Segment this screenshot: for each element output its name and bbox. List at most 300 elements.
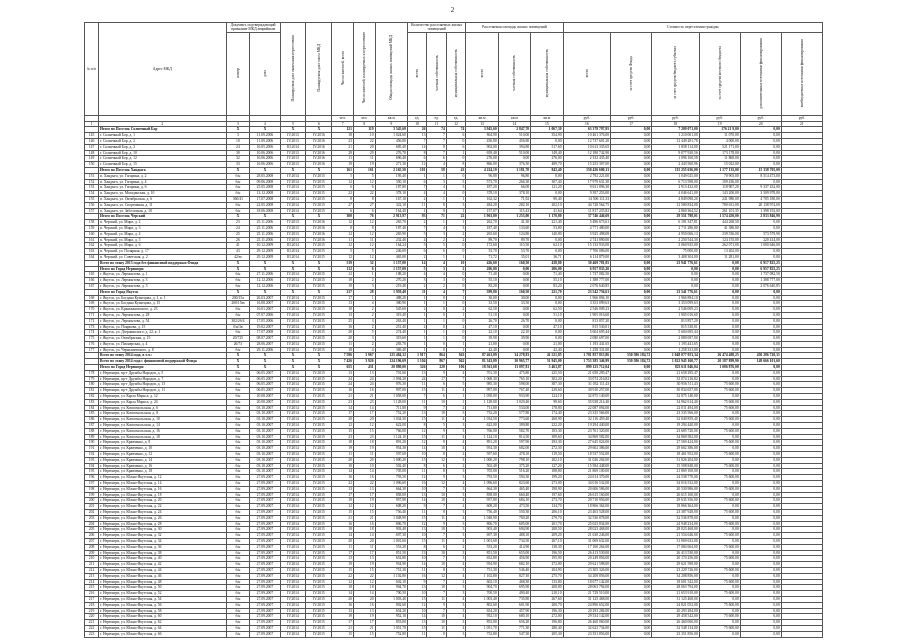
table-cell: 13 xyxy=(332,301,354,307)
table-cell: 16 xyxy=(332,324,354,330)
table-cell: 205,30 xyxy=(531,631,563,637)
table-cell: 03.10.2007 xyxy=(250,405,280,411)
table-cell: 178,80 xyxy=(531,405,563,411)
table-cell: 115,43 xyxy=(498,208,530,214)
table-cell: г. Якутск, ул. Чернышевского, д. 8 xyxy=(99,347,226,353)
table-cell: 168 xyxy=(85,295,99,301)
table-cell: п. Хандыга, ул. Гагарина, д. 6 xyxy=(99,185,226,191)
table-cell: IV.2015 xyxy=(306,614,332,620)
table-cell: IV.2015 xyxy=(306,492,332,498)
table-cell: 378,10 xyxy=(498,191,530,197)
table-cell: 1 003,40 xyxy=(466,596,498,602)
table-cell: 71 xyxy=(427,214,446,220)
table-cell: IV.2015 xyxy=(306,591,332,597)
table-cell: г. Нерюнгри, ул. Кравченко, д. 18 xyxy=(99,469,226,475)
table-cell: 196 xyxy=(85,475,99,481)
table-cell: 0,00 xyxy=(740,440,781,446)
table-cell: 163 xyxy=(85,249,99,255)
table-cell: 24 538 770,00 xyxy=(652,475,700,481)
table-cell: 197 xyxy=(85,481,99,487)
table-cell: IV.2015 xyxy=(306,533,332,539)
table-cell: 0,00 xyxy=(611,150,652,156)
table-cell: 12 xyxy=(332,579,354,585)
table-cell: 03.10.2007 xyxy=(250,423,280,429)
table-cell: 25.05.2008 xyxy=(250,185,280,191)
table-cell: 3 xyxy=(427,231,446,237)
table-cell: 465,00 xyxy=(375,254,407,260)
table-cell: 11 xyxy=(407,289,426,295)
table-cell: 815 530,01 xyxy=(563,324,611,330)
table-cell: 4 xyxy=(446,388,465,394)
table-cell: 0,00 xyxy=(740,330,781,336)
table-cell: 2 741 890,00 xyxy=(563,237,611,243)
table-cell: 9 631 896,30 xyxy=(563,185,611,191)
table-cell: 24 xyxy=(332,382,354,388)
table-cell: 66,00 xyxy=(498,185,530,191)
table-cell: 51 945,00 xyxy=(531,359,563,365)
table-cell: 0,00 xyxy=(531,139,563,145)
table-cell: 11 xyxy=(427,434,446,440)
table-cell: IV.2014 xyxy=(280,562,306,568)
table-cell: 3 xyxy=(446,202,465,208)
table-cell: 1 124,10 xyxy=(375,434,407,440)
table-cell: 533,00 xyxy=(498,405,530,411)
table-cell: 271,30 xyxy=(375,162,407,168)
table-cell: 21 554 646,00 xyxy=(652,533,700,539)
table-cell: 110,50 xyxy=(498,243,530,249)
table-cell: 309,60 xyxy=(531,434,563,440)
table-cell: 11 xyxy=(332,156,354,162)
table-cell: 201,70 xyxy=(531,521,563,527)
table-cell: IV.2015 xyxy=(306,301,332,307)
table-cell: 03.10.2007 xyxy=(250,411,280,417)
table-cell: 3 xyxy=(226,133,250,139)
table-cell: 1 xyxy=(446,150,465,156)
table-cell: 1 258 331,00 xyxy=(652,347,700,353)
table-cell: 11 xyxy=(427,417,446,423)
table-cell: 6 181 347,81 xyxy=(652,220,700,226)
table-cell: 652,80 xyxy=(375,556,407,562)
table-cell: 23 305 326,00 xyxy=(563,567,611,573)
table-cell: 20.08.2007 xyxy=(250,399,280,405)
table-cell: 6 957 835,20 xyxy=(563,266,611,272)
table-cell: п. Хандыга, ул. Магаданская, д. 10 xyxy=(99,191,226,197)
table-cell: 502,40 xyxy=(466,463,498,469)
table-cell: 394,80 xyxy=(498,144,530,150)
table-cell: 161 xyxy=(85,237,99,243)
table-cell: IV.2014 xyxy=(280,591,306,597)
table-cell: 1 xyxy=(446,254,465,260)
table-cell: 20 xyxy=(353,596,375,602)
table-cell: IV.2014 xyxy=(280,202,306,208)
header-cost-extra: дополнительные источники финансирования xyxy=(740,32,781,115)
table-cell: 2 xyxy=(446,405,465,411)
header-area-municipal: муниципальная собственность xyxy=(531,32,563,115)
table-cell: 112 xyxy=(332,266,354,272)
column-number: 4 xyxy=(250,121,280,127)
table-cell: 71,92 xyxy=(498,196,530,202)
table-cell: 26 615 160,00 xyxy=(652,492,700,498)
table-cell: 23 463 528,00 xyxy=(563,510,611,516)
table-cell: IV.2014 xyxy=(280,527,306,533)
table-cell: 954,90 xyxy=(375,562,407,568)
table-cell: 8 xyxy=(332,196,354,202)
table-cell: 41,64 xyxy=(531,208,563,214)
table-cell: 251,40 xyxy=(375,324,407,330)
table-cell: 3 xyxy=(353,283,375,289)
table-cell: 221 xyxy=(85,620,99,626)
table-cell: 22 087 094,00 xyxy=(563,405,611,411)
table-cell: 167 xyxy=(85,283,99,289)
table-cell: IV.2015 xyxy=(306,202,332,208)
table-cell: 0,00 xyxy=(611,411,652,417)
table-cell: 124 155,00 xyxy=(699,237,740,243)
table-cell: IV.2014 xyxy=(280,504,306,510)
unit-cell: ед. xyxy=(446,115,465,121)
table-cell: 16 xyxy=(332,602,354,608)
table-cell: б/н xyxy=(226,475,250,481)
table-cell: 27 645 024,00 xyxy=(563,440,611,446)
table-cell: 24 xyxy=(226,144,250,150)
table-cell: 1 096 160,58 xyxy=(652,156,700,162)
table-cell: 71,72 xyxy=(466,254,498,260)
table-cell: 26 413 530,00 xyxy=(563,550,611,556)
unit-cell: руб. xyxy=(699,115,740,121)
table-cell: 13 xyxy=(407,585,426,591)
table-cell: 187,80 xyxy=(375,185,407,191)
table-cell: 18 xyxy=(353,585,375,591)
table-cell: 18 xyxy=(332,278,354,284)
table-cell: 1 xyxy=(407,312,426,318)
table-cell: 11 xyxy=(407,382,426,388)
table-cell: 90,40 xyxy=(531,196,563,202)
table-cell: 0 xyxy=(446,278,465,284)
table-cell: 196,50 xyxy=(531,550,563,556)
table-cell: 734,50 xyxy=(498,538,530,544)
table-cell: 4 xyxy=(446,498,465,504)
table-cell: IV.2014 xyxy=(280,301,306,307)
table-cell: 195,40 xyxy=(375,173,407,179)
table-cell: 188,80 xyxy=(531,469,563,475)
table-cell: 1 xyxy=(446,295,465,301)
table-cell: 0,00 xyxy=(740,602,781,608)
table-cell: 0,00 xyxy=(611,452,652,458)
table-cell: IV.2016 xyxy=(306,225,332,231)
table-cell: б/н xyxy=(226,533,250,539)
table-cell: 0,00 xyxy=(611,202,652,208)
table-cell: IV.2013 xyxy=(280,133,306,139)
table-cell: 0 xyxy=(446,249,465,255)
table-cell: IV.2015 xyxy=(306,411,332,417)
table-cell: 275,70 xyxy=(531,573,563,579)
table-cell: III.2014 xyxy=(280,243,306,249)
table-cell: 15 xyxy=(407,515,426,521)
table-cell: 0,00 xyxy=(699,504,740,510)
table-cell: 0,00 xyxy=(740,370,781,376)
table-cell: 32 536 878,00 xyxy=(652,515,700,521)
table-cell: г. Нерюнгри, ул. Южно-Якутская, д. 42 xyxy=(99,562,226,568)
table-cell: 4 224,10 xyxy=(466,167,498,173)
table-cell: 0,00 xyxy=(611,446,652,452)
table-cell: 8 xyxy=(407,423,426,429)
table-cell: 0,00 xyxy=(611,562,652,568)
table-cell: 239 536,00 xyxy=(699,231,740,237)
table-cell: IV.2016 xyxy=(306,139,332,145)
table-cell: 773,60 xyxy=(498,417,530,423)
table-cell: 780 631,00 xyxy=(699,202,740,208)
table-cell xyxy=(781,631,822,637)
table-cell: г. Нерюнгри, ул. Комсомольская, д. 10 xyxy=(99,417,226,423)
column-number: 19 xyxy=(699,121,740,127)
table-cell: 4 xyxy=(446,417,465,423)
table-cell: 2 913,97 xyxy=(375,214,407,220)
table-cell: 5 604 695,44 xyxy=(563,330,611,336)
table-cell: 31 069 632,00 xyxy=(652,538,700,544)
table-cell: 20 606 586,00 xyxy=(563,486,611,492)
table-cell: 75 600,00 xyxy=(699,452,740,458)
table-cell: г. Якутск, ул. Лермонтова, д. 28 xyxy=(99,312,226,318)
table-cell: 0,00 xyxy=(611,179,652,185)
table-cell: 125 484,32 xyxy=(375,353,407,359)
table-cell: 0,00 xyxy=(740,562,781,568)
table-cell: 12 xyxy=(332,504,354,510)
table-cell: 20 xyxy=(353,538,375,544)
table-cell: 1 574 450,00 xyxy=(699,214,740,220)
table-cell: 15 xyxy=(332,567,354,573)
table-cell: г. Нерюнгри, ул. Южно-Якутская, д. 38 xyxy=(99,550,226,556)
table-cell: 2 xyxy=(446,324,465,330)
table-cell: 08.07.2007 xyxy=(250,336,280,342)
table-cell: 26,70 xyxy=(498,318,530,324)
table-cell: 0,00 xyxy=(611,544,652,550)
table-cell: 12 xyxy=(332,243,354,249)
table-cell: X xyxy=(226,365,250,371)
table-cell: 2 xyxy=(407,220,426,226)
table-cell: 36,71 xyxy=(531,254,563,260)
table-cell: 2 165,50 xyxy=(375,167,407,173)
column-number: 2 xyxy=(99,121,226,127)
table-cell: 32 xyxy=(353,260,375,266)
table-cell: 127,20 xyxy=(531,463,563,469)
table-cell: IV.2014 xyxy=(280,405,306,411)
table-cell: 0,00 xyxy=(498,272,530,278)
table-cell: IV.2014 xyxy=(280,521,306,527)
table-cell: 207 xyxy=(85,538,99,544)
table-cell: 22 xyxy=(353,191,375,197)
table-cell: 0,00 xyxy=(611,318,652,324)
header-doc-number: номер xyxy=(226,32,250,115)
table-cell: 24 xyxy=(407,376,426,382)
table-cell: 2 076 640,85 xyxy=(740,283,781,289)
table-cell: 7 xyxy=(427,504,446,510)
table-cell: 0,00 xyxy=(611,504,652,510)
table-cell: 28 063 794,00 xyxy=(652,585,700,591)
table-cell: б/н xyxy=(226,463,250,469)
table-cell: X xyxy=(250,260,280,266)
table-row xyxy=(85,631,823,637)
table-cell: 276,00 xyxy=(466,156,498,162)
table-cell: 27.09.2007 xyxy=(250,579,280,585)
table-cell: б/н xyxy=(226,388,250,394)
table-cell: 27.09.2007 xyxy=(250,556,280,562)
table-cell: X xyxy=(280,359,306,365)
table-cell: 10 461 376,00 xyxy=(563,133,611,139)
table-cell: 827,10 xyxy=(498,573,530,579)
table-cell: 0,00 xyxy=(740,533,781,539)
table-cell: 2 xyxy=(407,307,426,313)
table-cell: 75 600,00 xyxy=(699,428,740,434)
table-cell: 19 xyxy=(332,446,354,452)
table-cell: 954,30 xyxy=(466,446,498,452)
table-cell: г. Нерюнгри, ул. Комсомольская, д. 18 xyxy=(99,434,226,440)
table-cell: 24 xyxy=(353,376,375,382)
table-cell: IV.2014 xyxy=(280,370,306,376)
table-cell: 300 xyxy=(332,214,354,220)
table-cell: 173 178,00 xyxy=(699,150,740,156)
table-cell: 1 959,40 xyxy=(375,289,407,295)
table-cell: б/н xyxy=(226,399,250,405)
table-cell: б/н xyxy=(226,469,250,475)
table-cell: 29 710 956,00 xyxy=(563,498,611,504)
table-cell: 75 600,00 xyxy=(699,614,740,620)
table-cell: 0,00 xyxy=(611,254,652,260)
table-cell: IV.2016 xyxy=(306,231,332,237)
table-cell: 241 980,00 xyxy=(699,196,740,202)
table-cell: 0,00 xyxy=(611,133,652,139)
table-cell: 20 xyxy=(332,330,354,336)
table-cell: 695,90 xyxy=(498,585,530,591)
table-cell: п. Черский, ул. Мира, д. 3 xyxy=(99,225,226,231)
table-cell: 124,80 xyxy=(498,231,530,237)
table-cell: 0,00 xyxy=(699,573,740,579)
table-cell: 12 737 601,20 xyxy=(563,139,611,145)
table-cell: 10 xyxy=(407,452,426,458)
table-cell: X xyxy=(226,260,250,266)
table-cell: г. Нерюнгри, ул. Кравченко, д. 16 xyxy=(99,463,226,469)
table-cell: IV.2015 xyxy=(306,417,332,423)
table-cell: 27.09.2007 xyxy=(250,625,280,631)
table-cell: 17 xyxy=(332,295,354,301)
table-cell: IV.2015 xyxy=(306,469,332,475)
table-cell: 206,00 xyxy=(531,266,563,272)
table-cell: 3 945,60 xyxy=(466,127,498,133)
table-cell: 133,80 xyxy=(531,579,563,585)
table-cell: 0,00 xyxy=(740,463,781,469)
table-cell: 6 xyxy=(427,394,446,400)
table-cell: X xyxy=(280,365,306,371)
table-cell: 0,00 xyxy=(740,538,781,544)
table-cell: IV.2014 xyxy=(280,411,306,417)
header-cost-total: всего xyxy=(563,32,611,115)
table-cell: IV.2014 xyxy=(280,463,306,469)
table-cell: 0,00 xyxy=(699,324,740,330)
table-cell: 23 xyxy=(332,399,354,405)
table-cell: 0,00 xyxy=(611,608,652,614)
table-cell: 22.05.2008 xyxy=(250,202,280,208)
table-cell: 10 xyxy=(427,446,446,452)
table-cell: 25.11.2006 xyxy=(250,237,280,243)
table-cell: 864 xyxy=(427,353,446,359)
table-cell: 246,00 xyxy=(375,249,407,255)
table-cell: 1 737 082,50 xyxy=(740,272,781,278)
table-cell: 1 xyxy=(446,208,465,214)
table-cell: 13 097,81 xyxy=(498,365,530,371)
table-cell: 414,90 xyxy=(498,544,530,550)
table-cell: 1 258 331,00 xyxy=(563,347,611,353)
table-cell: 456,80 xyxy=(466,139,498,145)
table-cell: б/н xyxy=(226,376,250,382)
table-cell: 188,20 xyxy=(375,272,407,278)
table-cell: 5 604 695,44 xyxy=(652,330,700,336)
table-cell: 0,00 xyxy=(611,214,652,220)
table-cell: 375,20 xyxy=(498,463,530,469)
table-cell: 7 xyxy=(407,185,426,191)
table-cell: 11 281,00 xyxy=(699,254,740,260)
table-cell: 96,80 xyxy=(498,173,530,179)
table-cell: 4 xyxy=(446,538,465,544)
table-cell: 30 834 657,00 xyxy=(652,388,700,394)
table-cell: 159 xyxy=(85,225,99,231)
table-cell: 0,00 xyxy=(699,376,740,382)
table-cell: 157 xyxy=(85,208,99,214)
table-cell: 0,00 xyxy=(611,567,652,573)
table-cell: 3 408 304,00 xyxy=(652,254,700,260)
table-cell: 6 xyxy=(427,544,446,550)
table-cell: г. Якутск, ул. Лермонтова, д. 3 xyxy=(99,278,226,284)
table-cell: 13 xyxy=(407,492,426,498)
table-cell: 0,00 xyxy=(740,179,781,185)
table-cell: 14 xyxy=(407,562,426,568)
table-cell: 0,00 xyxy=(611,423,652,429)
table-cell: б/н xyxy=(226,504,250,510)
table-cell: 0,00 xyxy=(699,347,740,353)
table-cell: 174,40 xyxy=(531,411,563,417)
table-cell: IV.2015 xyxy=(306,434,332,440)
table-cell: 4 xyxy=(427,225,446,231)
table-cell: б/н xyxy=(226,330,250,336)
table-cell: 11 xyxy=(407,567,426,573)
table-cell: 7 209 071,00 xyxy=(652,127,700,133)
table-cell: 10 xyxy=(427,411,446,417)
table-cell: 7 xyxy=(427,150,446,156)
table-cell: 27 569 424,00 xyxy=(652,440,700,446)
table-cell: 75 000,00 xyxy=(652,249,700,255)
table-cell: 29 xyxy=(353,150,375,156)
table-cell: 12 xyxy=(353,504,375,510)
table-cell: 0,00 xyxy=(740,220,781,226)
table-cell: 1 xyxy=(427,173,446,179)
table-cell: б/н xyxy=(226,631,250,637)
table-cell: 3 xyxy=(446,486,465,492)
table-cell: 752,20 xyxy=(375,411,407,417)
table-cell: 0,00 xyxy=(740,324,781,330)
table-cell: 8 xyxy=(407,463,426,469)
table-cell: 813 857,20 xyxy=(652,318,700,324)
table-cell: 0,00 xyxy=(699,596,740,602)
table-cell: IV.2016 xyxy=(306,162,332,168)
table-cell: 53,80 xyxy=(531,225,563,231)
table-cell: 134,70 xyxy=(531,504,563,510)
table-cell: 3 xyxy=(353,318,375,324)
table-cell: 0,00 xyxy=(699,289,740,295)
table-cell: IV.2015 xyxy=(306,463,332,469)
table-cell: 6 xyxy=(407,156,426,162)
table-cell: 7 426 xyxy=(332,359,354,365)
table-cell: 0 xyxy=(446,336,465,342)
table-cell: 4 xyxy=(407,191,426,197)
table-cell: 8 xyxy=(427,440,446,446)
table-cell: 195,90 xyxy=(531,556,563,562)
